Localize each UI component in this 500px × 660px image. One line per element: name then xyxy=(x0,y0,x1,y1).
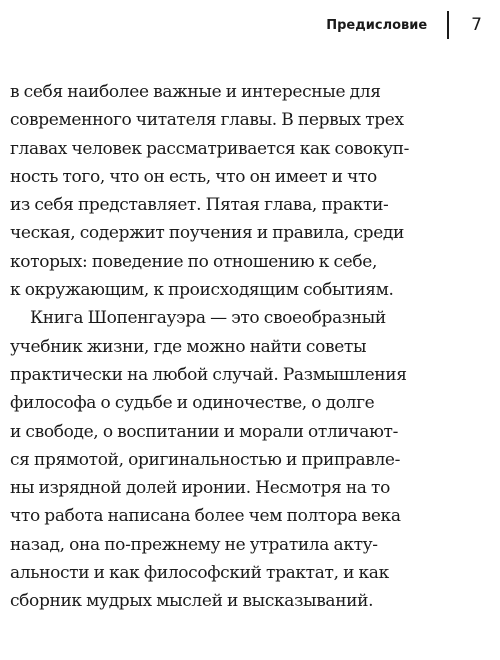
text-line: сборник мудрых мыслей и высказываний. xyxy=(10,591,374,612)
text-line: практически на любой случай. Размышления xyxy=(10,364,407,385)
header-divider xyxy=(447,11,449,39)
text-line: учебник жизни, где можно найти советы xyxy=(10,336,367,357)
running-header xyxy=(326,10,482,40)
text-line: ческая, содержит поучения и правила, среди xyxy=(10,223,405,244)
text-line: альности и как философский трактат, и как xyxy=(10,563,389,584)
paragraph-first-line: Книга Шопенгауэра — это своеобразный xyxy=(30,308,386,329)
text-line: и свободе, о воспитании и морали отличают- xyxy=(10,421,398,442)
text-line: ность того, что он есть, что он имеет и что xyxy=(10,166,377,187)
section-title: Предисловие xyxy=(326,17,428,33)
text-line: философа о судьбе и одиночестве, о долге xyxy=(10,393,375,414)
text-line: ся прямотой, оригинальностью и приправле- xyxy=(10,449,401,470)
text-line: из себя представляет. Пятая глава, практи- xyxy=(10,195,389,216)
text-line: современного читателя главы. В первых трех xyxy=(10,110,404,131)
text-line: в себя наиболее важные и интересные для xyxy=(10,82,381,102)
page-number: 7 xyxy=(471,15,482,35)
text-line: назад, она по-прежнему не утратила акту- xyxy=(10,534,378,555)
body-text xyxy=(10,78,480,616)
text-line: ны изрядной долей иронии. Несмотря на то xyxy=(10,478,390,499)
text-line: которых: поведение по отношению к себе, xyxy=(10,251,378,272)
text-line: главах человек рассматривается как совокуп- xyxy=(10,138,409,159)
text-line: к окружающим, к происходящим событиям. xyxy=(10,280,394,301)
text-line: что работа написана более чем полтора века xyxy=(10,506,401,527)
